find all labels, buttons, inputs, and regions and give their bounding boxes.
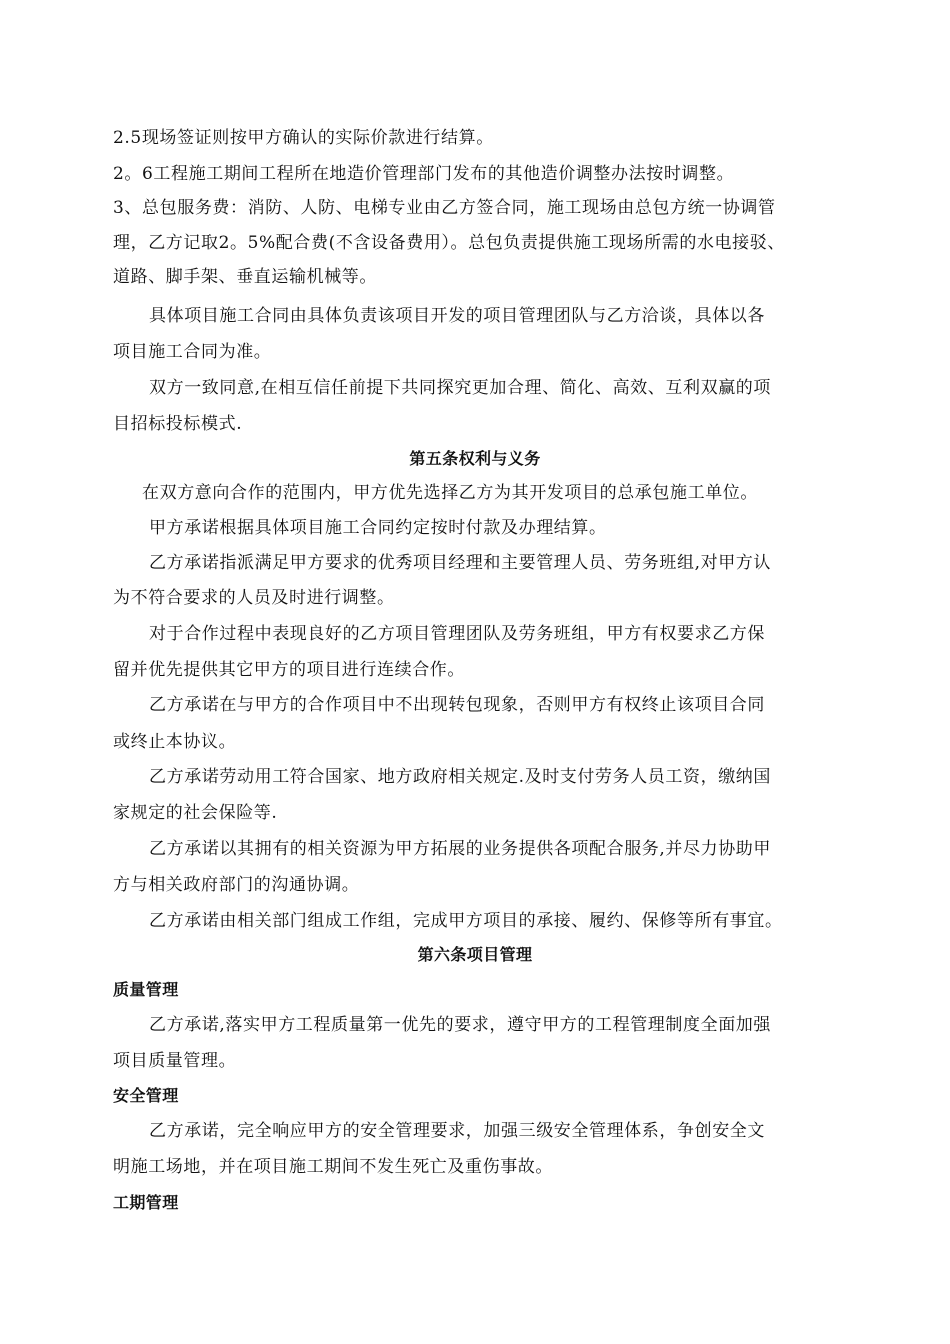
text-line: 方与相关政府部门的沟通协调。 <box>113 875 360 895</box>
text-line: 在双方意向合作的范围内，甲方优先选择乙方为其开发项目的总承包施工单位。 <box>142 483 758 503</box>
text-line: 明施工场地，并在项目施工期间不发生死亡及重伤事故。 <box>113 1157 553 1177</box>
text-line: 或终止本协议。 <box>113 732 237 752</box>
text-line: 2。6工程施工期间工程所在地造价管理部门发布的其他造价调整办法按时调整。 <box>113 164 735 184</box>
text-line: 道路、脚手架、垂直运输机械等。 <box>113 267 377 287</box>
text-line: 3、总包服务费：消防、人防、电梯专业由乙方签合同，施工现场由总包方统一协调管 <box>113 198 776 218</box>
text-line: 乙方承诺指派满足甲方要求的优秀项目经理和主要管理人员、劳务班组,对甲方认 <box>149 553 772 573</box>
text-line: 乙方承诺，完全响应甲方的安全管理要求，加强三级安全管理体系，争创安全文 <box>149 1121 765 1141</box>
section-heading: 第五条权利与义务 <box>409 449 541 468</box>
subsection-heading: 工期管理 <box>113 1193 179 1212</box>
text-line: 乙方承诺由相关部门组成工作组，完成甲方项目的承接、履约、保修等所有事宜。 <box>149 911 783 931</box>
text-line: 项目质量管理。 <box>113 1051 237 1071</box>
text-line: 理，乙方记取2。5%配合费(不含设备费用）。总包负责提供施工现场所需的水电接驳、 <box>113 233 785 253</box>
section-heading: 第六条项目管理 <box>417 945 533 964</box>
text-line: 2.5现场签证则按甲方确认的实际价款进行结算。 <box>113 128 494 148</box>
text-line: 为不符合要求的人员及时进行调整。 <box>113 588 395 608</box>
text-line: 乙方承诺在与甲方的合作项目中不出现转包现象，否则甲方有权终止该项目合同 <box>149 695 765 715</box>
text-line: 目招标投标模式. <box>113 414 243 434</box>
text-line: 家规定的社会保险等. <box>113 803 278 823</box>
text-line: 乙方承诺以其拥有的相关资源为甲方拓展的业务提供各项配合服务,并尽力协助甲 <box>149 839 772 859</box>
text-line: 留并优先提供其它甲方的项目进行连续合作。 <box>113 660 465 680</box>
text-line: 项目施工合同为准。 <box>113 342 272 362</box>
text-line: 甲方承诺根据具体项目施工合同约定按时付款及办理结算。 <box>149 518 607 538</box>
text-line: 双方一致同意,在相互信任前提下共同探究更加合理、简化、高效、互利双赢的项 <box>149 378 772 398</box>
text-line: 对于合作过程中表现良好的乙方项目管理团队及劳务班组，甲方有权要求乙方保 <box>149 624 765 644</box>
text-line: 乙方承诺劳动用工符合国家、地方政府相关规定.及时支付劳务人员工资，缴纳国 <box>149 767 772 787</box>
subsection-heading: 安全管理 <box>113 1086 179 1105</box>
text-line: 具体项目施工合同由具体负责该项目开发的项目管理团队与乙方洽谈，具体以各 <box>149 306 765 326</box>
text-line: 乙方承诺,落实甲方工程质量第一优先的要求，遵守甲方的工程管理制度全面加强 <box>149 1015 772 1035</box>
subsection-heading: 质量管理 <box>113 980 179 999</box>
